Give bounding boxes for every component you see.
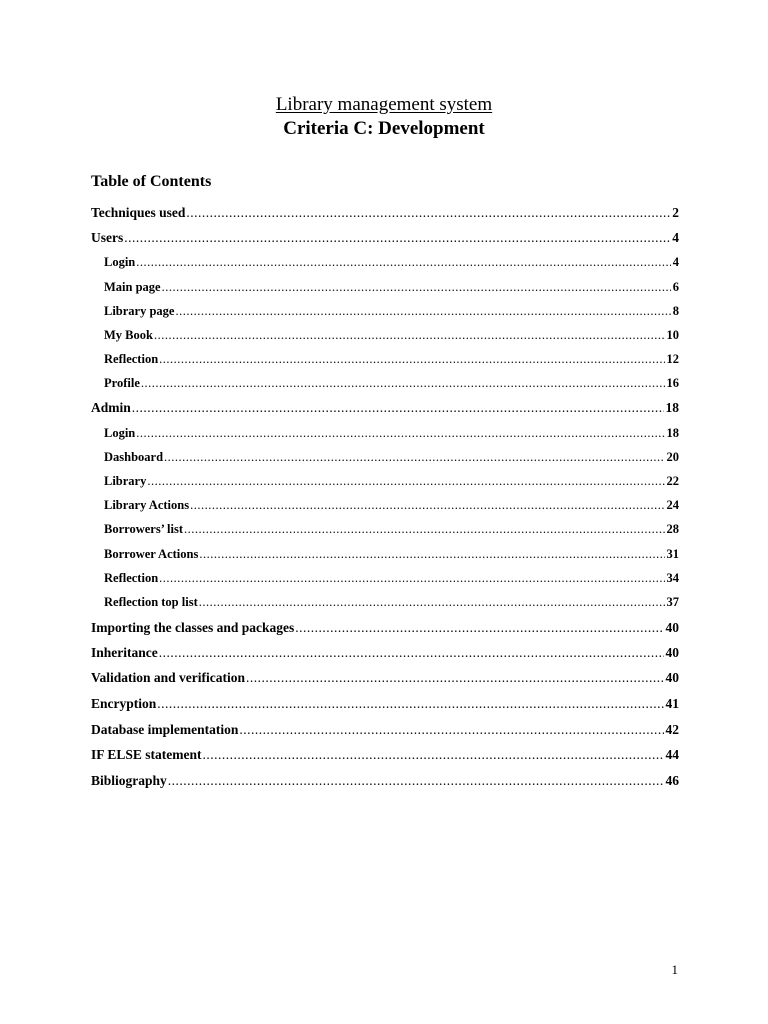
toc-dot-leader (132, 399, 664, 417)
toc-entry-page: 37 (666, 595, 679, 609)
toc-entry-page: 4 (672, 230, 679, 245)
toc-entry-label: Bibliography (91, 773, 167, 788)
toc-dot-leader (175, 302, 670, 320)
toc-dot-leader (295, 619, 663, 637)
toc-entry-label: Library Actions (104, 498, 190, 512)
toc-entry[interactable] (91, 496, 679, 514)
toc-dot-leader (184, 520, 664, 538)
toc-entry-page: 20 (666, 450, 679, 464)
toc-entry-page: 40 (665, 670, 679, 685)
toc-entry[interactable] (91, 545, 679, 563)
toc-dot-leader (147, 472, 664, 490)
toc-dot-leader (159, 350, 664, 368)
toc-entry[interactable] (91, 593, 679, 611)
toc-entry[interactable] (91, 569, 679, 587)
toc-entry[interactable] (91, 448, 679, 466)
toc-entry[interactable] (91, 772, 679, 790)
toc-dot-leader (157, 695, 663, 713)
toc-entry[interactable] (91, 229, 679, 247)
toc-entry-label: Reflection (104, 571, 159, 585)
toc-entry-label: Reflection top list (104, 595, 198, 609)
toc-entry[interactable] (91, 619, 679, 637)
toc-entry-label: IF ELSE statement (91, 747, 202, 762)
toc-dot-leader (162, 278, 671, 296)
toc-entry-label: Encryption (91, 696, 157, 711)
toc-entry[interactable] (91, 326, 679, 344)
toc-entry-page: 12 (666, 352, 679, 366)
toc-entry-page: 8 (672, 304, 679, 318)
toc-entry-page: 16 (666, 376, 679, 390)
toc-entry[interactable] (91, 253, 679, 271)
toc-entry-label: Profile (104, 376, 140, 390)
toc-heading: Table of Contents (91, 173, 212, 190)
toc-entry[interactable] (91, 424, 679, 442)
toc-entry-label: Techniques used (91, 205, 186, 220)
toc-entry-page: 28 (666, 522, 679, 536)
toc-entry[interactable] (91, 374, 679, 392)
toc-entry-page: 44 (665, 747, 679, 762)
toc-entry-page: 6 (672, 280, 679, 294)
toc-entry[interactable] (91, 669, 679, 687)
toc-entry-page: 18 (666, 426, 679, 440)
table-of-contents (91, 0, 679, 1024)
toc-entry-page: 46 (665, 773, 679, 788)
toc-dot-leader (203, 746, 664, 764)
toc-dot-leader (190, 496, 664, 514)
toc-entry-label: Users (91, 230, 124, 245)
toc-entry-page: 40 (665, 620, 679, 635)
toc-entry-label: Importing the classes and packages (91, 620, 295, 635)
toc-entry-label: Borrower Actions (104, 547, 199, 561)
toc-dot-leader (154, 326, 665, 344)
toc-entry[interactable] (91, 302, 679, 320)
toc-dot-leader (159, 644, 664, 662)
toc-entry-page: 42 (665, 722, 679, 737)
toc-entry-label: My Book (104, 328, 153, 342)
toc-entry-label: Main page (104, 280, 161, 294)
toc-entry-page: 18 (665, 400, 679, 415)
toc-entry-label: Login (104, 255, 136, 269)
toc-entry[interactable] (91, 721, 679, 739)
toc-entry-page: 31 (666, 547, 679, 561)
toc-entry-label: Inheritance (91, 645, 158, 660)
toc-dot-leader (124, 229, 670, 247)
toc-dot-leader (168, 772, 664, 790)
toc-entry-label: Validation and verification (91, 670, 246, 685)
page-number: 1 (671, 962, 678, 977)
toc-entry-label: Database implementation (91, 722, 239, 737)
toc-entry-page: 24 (666, 498, 679, 512)
toc-entry-label: Reflection (104, 352, 159, 366)
toc-dot-leader (141, 374, 665, 392)
toc-entry[interactable] (91, 746, 679, 764)
toc-dot-leader (199, 545, 664, 563)
toc-entry-page: 4 (672, 255, 679, 269)
toc-entry-label: Library page (104, 304, 175, 318)
toc-dot-leader (159, 569, 664, 587)
toc-dot-leader (246, 669, 663, 687)
toc-entry-label: Dashboard (104, 450, 164, 464)
document-title: Library management system (275, 94, 493, 115)
toc-entry-page: 10 (666, 328, 679, 342)
toc-entry[interactable] (91, 278, 679, 296)
toc-entry[interactable] (91, 695, 679, 713)
toc-entry[interactable] (91, 472, 679, 490)
toc-entry-page: 22 (666, 474, 679, 488)
document-subtitle: Criteria C: Development (283, 118, 485, 139)
toc-entry-page: 41 (665, 696, 679, 711)
toc-dot-leader (136, 253, 670, 271)
toc-entry[interactable] (91, 644, 679, 662)
toc-entry[interactable] (91, 520, 679, 538)
toc-entry-label: Library (104, 474, 147, 488)
toc-dot-leader (199, 593, 665, 611)
toc-entry-page: 40 (665, 645, 679, 660)
toc-dot-leader (164, 448, 664, 466)
toc-entry[interactable] (91, 204, 679, 222)
toc-dot-leader (239, 721, 663, 739)
toc-entry-label: Login (104, 426, 136, 440)
toc-entry-label: Admin (91, 400, 131, 415)
toc-entry-page: 34 (666, 571, 679, 585)
toc-entry-page: 2 (672, 205, 679, 220)
toc-entry[interactable] (91, 399, 679, 417)
toc-entry-label: Borrowers’ list (104, 522, 184, 536)
toc-entry[interactable] (91, 350, 679, 368)
toc-dot-leader (186, 204, 670, 222)
toc-dot-leader (136, 424, 664, 442)
